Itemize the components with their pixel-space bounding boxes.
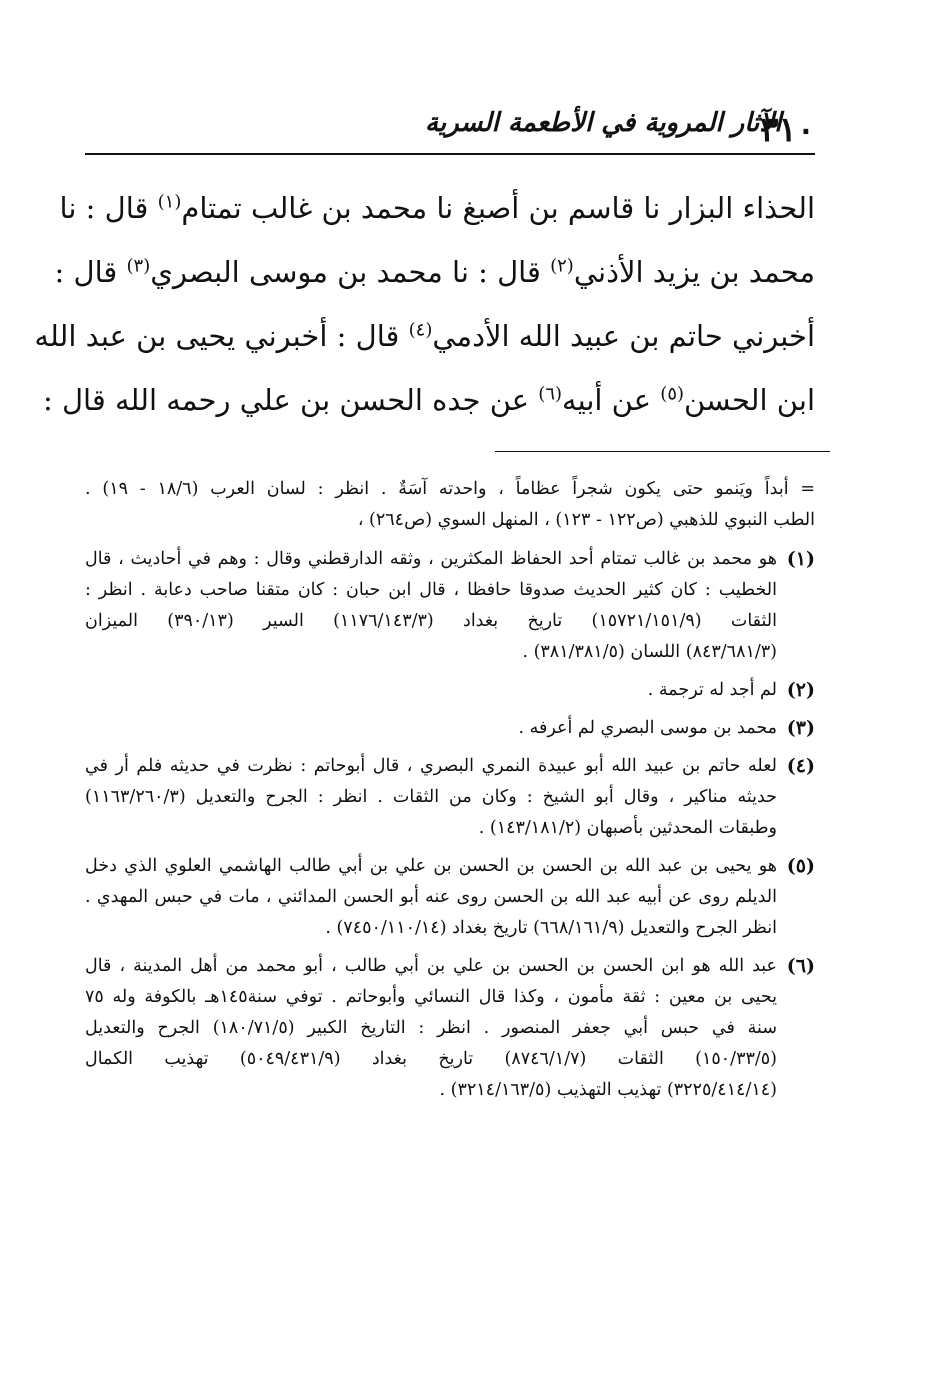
main-text-segment: عن أبيه xyxy=(562,383,661,417)
footnote-line: حديثه مناكير ، وقال أبو الشيخ : وكان من الثقات . انظر : الجرح والتعديل (١١٦٣/٢٦٠/٣) xyxy=(85,787,777,807)
main-text-segment: ابن الحسن xyxy=(684,383,815,417)
footnote-line: انظر الجرح والتعديل (٦٦٨/١٦١/٩) تاريخ بغداد (٧٤٥٠/١١٠/١٤) . xyxy=(325,918,777,938)
page-header xyxy=(85,104,815,154)
footnote-item xyxy=(85,751,815,844)
footnote-line: الخطيب : كان كثير الحديث صدوقا حافظا ، قال ابن حبان : كان متقنا صاحب دعابة . انظر : xyxy=(85,580,777,600)
main-text-segment: أخبرني حاتم بن عبيد الله الأدمي xyxy=(432,319,815,353)
footnote-line: (٣٢٢٥/٤١٤/١٤) تهذيب التهذيب (٣٢١٤/١٦٣/٥) . xyxy=(439,1080,777,1100)
footnote-line: يحيى بن معين : ثقة مأمون ، وكذا قال النسائي وأبوحاتم . توفي سنة١٤٥هـ بالكوفة وله ٧٥ xyxy=(85,987,777,1007)
header-rule xyxy=(85,153,815,155)
footnote-body xyxy=(85,751,777,844)
footnote-line: لعله حاتم بن عبيد الله أبو عبيدة النمري البصري ، قال أبوحاتم : نظرت في حديثه فلم أر في xyxy=(85,756,777,776)
footnote-number: (٢) xyxy=(786,679,815,701)
footnote-line: محمد بن موسى البصري لم أعرفه . xyxy=(518,718,777,738)
footnote-line: (١٥٠/٣٣/٥) الثقات (٨٧٤٦/١/٧) تاريخ بغداد (٥٠٤٩/٤٣١/٩) تهذيب الكمال xyxy=(85,1049,777,1069)
footnote-marker: (٢) xyxy=(550,255,574,277)
main-text-segment: عن جده الحسن بن علي رحمه الله قال : xyxy=(43,383,539,417)
main-text xyxy=(34,176,815,432)
main-text-segment: الحذاء البزار نا قاسم بن أصبغ نا محمد بن غالب تمتام xyxy=(181,191,815,225)
footnote-line: الديلم روى عن أبيه عبد الله بن الحسن روى عنه أبو الحسن المدائني ، مات في حبس المهدي . xyxy=(85,887,777,907)
main-text-segment: قال : xyxy=(54,255,127,289)
footnote-number: (١) xyxy=(786,548,815,570)
main-text-line xyxy=(43,368,815,432)
footnote-separator xyxy=(495,451,830,452)
footnote-line: = أبداً ويَنمو حتى يكون شجراً عظاماً ، واحدته آسَةٌ . انظر : لسان العرب (١٨/٦ - ١٩) . xyxy=(85,479,816,499)
footnote-body xyxy=(85,713,777,744)
main-text-segment: قال : نا محمد بن موسى البصري xyxy=(150,255,551,289)
footnote-line: عبد الله هو ابن الحسن بن الحسن بن علي بن أبي طالب ، أبو محمد من أهل المدينة ، قال xyxy=(85,956,777,976)
footnote-item xyxy=(85,544,815,668)
footnote-number: (٣) xyxy=(786,717,815,739)
footnote-body xyxy=(85,544,777,668)
footnote-line: هو محمد بن غالب تمتام أحد الحفاظ المكثرين ، وثقه الدارقطني وقال : وهم في أحاديث ، قال xyxy=(85,549,777,569)
footnote-line: لم أجد له ترجمة . xyxy=(647,680,777,700)
footnote-item xyxy=(85,951,815,1106)
footnote-marker: (٣) xyxy=(126,255,151,277)
footnote-line: وطبقات المحدثين بأصبهان (١٤٣/١٨١/٢) . xyxy=(478,818,777,838)
footnote-item xyxy=(85,675,815,706)
main-text-line xyxy=(34,304,815,368)
main-text-line xyxy=(54,240,815,304)
footnote-body xyxy=(85,851,777,944)
running-title: الآثار المروية في الأطعمة السرية xyxy=(425,108,782,138)
footnote-marker: (٤) xyxy=(408,319,433,341)
main-text-segment: قال : أخبرني يحيى بن عبد الله xyxy=(34,319,409,353)
footnote-marker: (١) xyxy=(157,191,182,213)
footnote-line: سنة في حبس أبي جعفر المنصور . انظر : التاريخ الكبير (١٨٠/٧١/٥) الجرح والتعديل xyxy=(85,1018,777,1038)
footnote-line: الثقات (١٥٧٢١/١٥١/٩) تاريخ بغداد (١١٧٦/١٤٣/٣) السير (٣٩٠/١٣) الميزان xyxy=(85,611,777,631)
footnote-item xyxy=(85,851,815,944)
page-number: ٣١٠ xyxy=(760,110,815,150)
footnote-number: (٥) xyxy=(786,855,815,877)
footnotes xyxy=(85,474,815,1113)
footnote-line: الطب النبوي للذهبي (ص١٢٢ - ١٢٣) ، المنهل السوي (ص٢٦٤) ، xyxy=(357,510,815,530)
footnote-number: (٤) xyxy=(786,755,815,777)
footnote-number: (٦) xyxy=(786,955,815,977)
footnote-continuation xyxy=(85,474,815,536)
main-text-segment: محمد بن يزيد الأذني xyxy=(573,255,815,289)
footnote-marker: (٦) xyxy=(538,383,563,405)
footnote-body xyxy=(85,675,777,706)
footnote-body xyxy=(85,951,777,1106)
footnote-line: (٨٤٣/٦٨١/٣) اللسان (٣٨١/٣٨١/٥) . xyxy=(522,642,777,662)
footnote-line: هو يحيى بن عبد الله بن الحسن بن الحسن بن علي بن أبي طالب الهاشمي العلوي الذي دخل xyxy=(85,856,777,876)
main-text-segment: قال : نا xyxy=(59,191,158,225)
main-text-line xyxy=(59,176,815,240)
footnote-marker: (٥) xyxy=(660,383,685,405)
footnote-item xyxy=(85,713,815,744)
